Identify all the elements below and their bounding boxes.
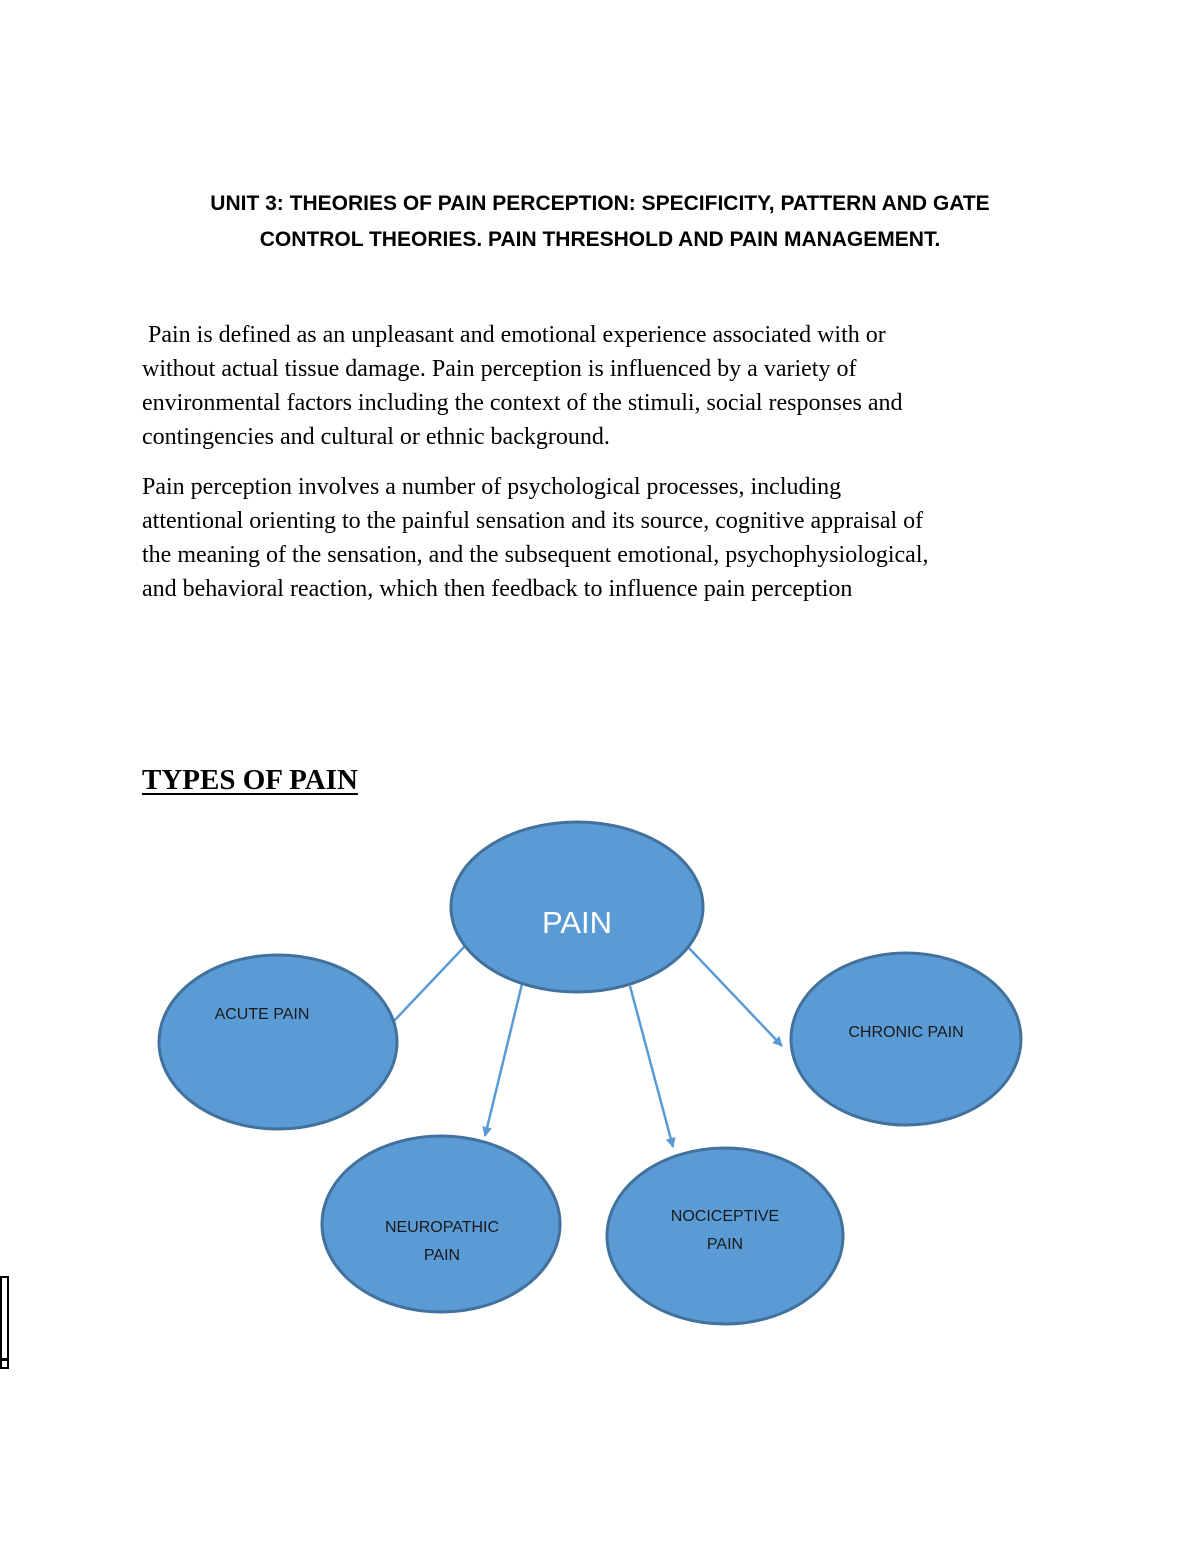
node-acute-pain [159,955,397,1129]
connector-pain-to-chronic [688,947,782,1046]
node-neuropathic-pain-label-line2: PAIN [423,1247,461,1264]
connector-pain-to-neuropathic [485,984,522,1136]
paragraph-line: Pain is defined as an unpleasant and emotional experience associated with or [142,322,886,348]
page-margin-mark [0,1276,12,1370]
paragraph-line: without actual tissue damage. Pain perception is influenced by a variety of [142,356,857,382]
node-pain-label: PAIN [541,905,613,940]
connector-pain-to-nociceptive [630,986,673,1147]
node-neuropathic-pain-label-line1: NEUROPATHIC [384,1219,500,1236]
paragraph-line: environmental factors including the context of the stimuli, social responses and [142,390,903,416]
paragraph-line: contingencies and cultural or ethnic background. [142,424,610,450]
node-chronic-pain-label: CHRONIC PAIN [848,1024,964,1041]
paragraph-line: and behavioral reaction, which then feedback to influence pain perception [142,576,853,602]
paragraph-line: attentional orienting to the painful sensation and its source, cognitive appraisal of [142,508,924,534]
connector-pain-to-acute [393,946,465,1022]
section-heading-types-of-pain: TYPES OF PAIN [142,764,358,796]
title-line-2: CONTROL THEORIES. PAIN THRESHOLD AND PAIN MANAGEMENT. [259,228,941,251]
node-nociceptive-pain-label-line1: NOCICEPTIVE [670,1208,780,1225]
paragraph-line: the meaning of the sensation, and the subsequent emotional, psychophysiological, [142,542,929,568]
title-line-1: UNIT 3: THEORIES OF PAIN PERCEPTION: SPECIFICITY, PATTERN AND GATE [210,192,990,215]
node-nociceptive-pain-label-line2: PAIN [706,1236,744,1253]
paragraph-line: Pain perception involves a number of psychological processes, including [142,474,842,500]
node-acute-pain-label: ACUTE PAIN [214,1006,310,1023]
